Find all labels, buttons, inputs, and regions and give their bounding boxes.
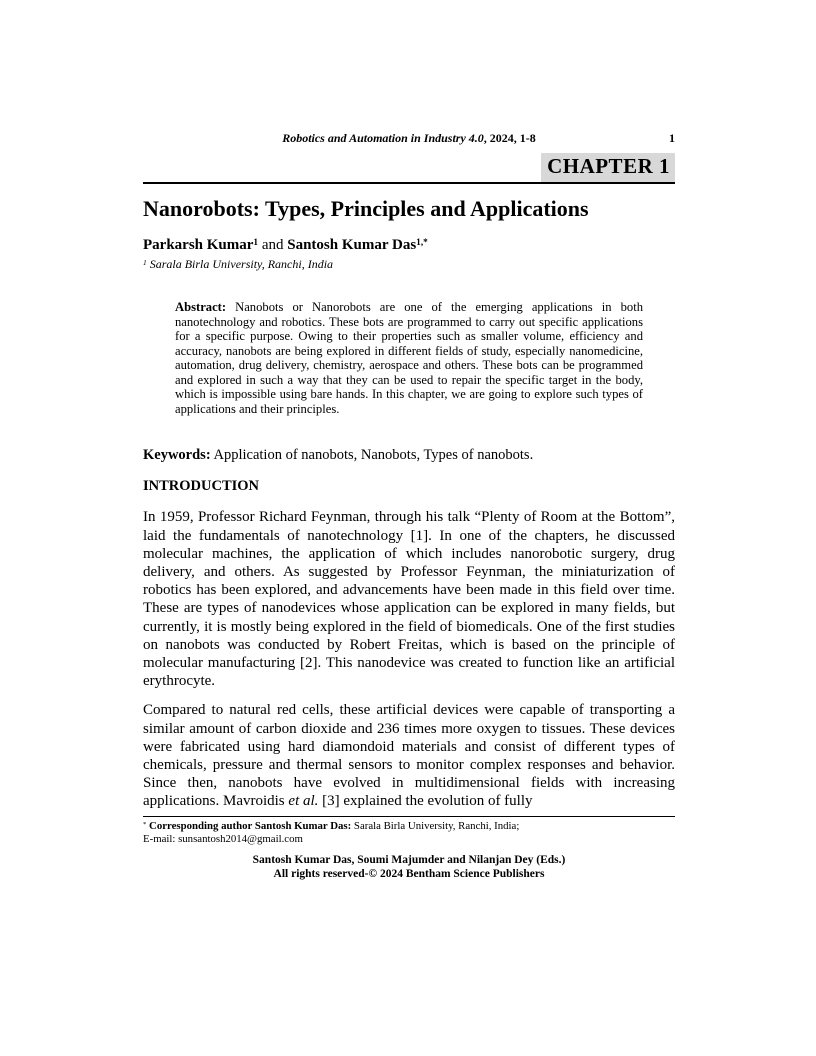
- chapter-badge: CHAPTER 1: [541, 153, 675, 182]
- author-1-affiliation-marker: 1: [253, 237, 259, 248]
- affiliation: [143, 257, 675, 272]
- footnote-bold-label: Corresponding author Santosh Kumar Das:: [146, 820, 352, 832]
- footnote-affiliation-text: Sarala Birla University, Ranchi, India;: [351, 820, 520, 832]
- copyright-line: All rights reserved-© 2024 Bentham Science Publishers: [273, 867, 545, 880]
- authors-line: [143, 236, 675, 255]
- paragraph-2-text-b: [3] explained the evolution of fully: [318, 793, 533, 810]
- editors-line: Santosh Kumar Das, Soumi Majumder and Nilanjan Dey (Eds.): [252, 854, 566, 866]
- et-al-italic: et al.: [288, 793, 319, 810]
- paragraph-1: In 1959, Professor Richard Feynman, through his talk “Plenty of Room at the Bottom”, laid the fundamentals of nanotechnology [1]. In one of the chapters, he discussed molecular machines, the application of which includes nanorobotic surgery, drug delivery, and others. As suggested by Professor Feynman, the miniaturization of robotics has been explored, and advancements have been made in this field over time. These are types of nanodevices whose application can be explored in many fields, but currently, it is mostly being explored in the field of biomedicals. One of the first studies on nanobots was conducted by Robert Freitas, which is based on the principle of molecular manufacturing [2]. This nanodevice was created to function like an artificial erythrocyte.: [143, 509, 675, 690]
- chapter-row: [143, 153, 675, 183]
- chapter-rule: [143, 182, 675, 184]
- corresponding-author-footnote: [143, 820, 675, 845]
- abstract-text: Nanobots or Nanorobots are one of the emerging applications in both nanotechnology and robotics. These bots are programmed to carry out specific applications for a specific purpose. Owing to their properties such as smaller volume, efficiency and accuracy, nanobots are being explored in different fields of study, especially nanomedicine, automation, drug delivery, chemistry, aerospace and others. These bots can be programmed and explored in such a way that they can be used to repair the specific target in the body, which is impossible using bare hands. In this chapter, we are going to explore such types of applications and their principles.: [175, 300, 643, 416]
- page-number: 1: [669, 131, 675, 145]
- body-content: [143, 300, 675, 811]
- running-head: [143, 131, 675, 145]
- author-2: Santosh Kumar Das: [287, 237, 417, 253]
- keywords-label: Keywords:: [143, 447, 211, 464]
- journal-issue-info: , 2024, 1-8: [483, 131, 536, 145]
- paragraph-2: [143, 701, 675, 810]
- footnote-email-line: E-mail: sunsantosh2014@gmail.com: [143, 832, 303, 845]
- footnote-rule: [143, 816, 675, 817]
- keywords-text: Application of nanobots, Nanobots, Types of nanobots.: [210, 447, 534, 464]
- author-1: Parkarsh Kumar: [143, 237, 254, 253]
- section-heading-introduction: INTRODUCTION: [143, 478, 260, 495]
- footnote-line-1: [143, 820, 675, 833]
- footnote-asterisk: *: [143, 821, 147, 828]
- affiliation-text: Sarala Birla University, Ranchi, India: [146, 257, 334, 271]
- keywords-line: [143, 447, 675, 464]
- running-head-journal: [282, 131, 536, 145]
- abstract-paragraph: [175, 300, 643, 416]
- authors-connector: and: [258, 237, 288, 253]
- abstract-label: Abstract:: [175, 300, 227, 314]
- page-footer: [143, 854, 675, 882]
- author-2-affiliation-marker: 1,*: [416, 237, 428, 248]
- affiliation-marker: 1: [143, 257, 147, 267]
- journal-title: Robotics and Automation in Industry 4.0: [282, 131, 484, 145]
- chapter-title: Nanorobots: Types, Principles and Applications: [143, 196, 589, 221]
- paragraph-2-text-a: Compared to natural red cells, these artificial devices were capable of transporting a similar amount of carbon dioxide and 236 times more oxygen to tissues. These devices were fabricated using hard diamondoid materials and consist of different types of chemicals, pressure and thermal sensors to monitor complex responses and behavior. Since then, nanobots have evolved in multidimensional fields with increasing applications. Mavroidis: [143, 702, 675, 810]
